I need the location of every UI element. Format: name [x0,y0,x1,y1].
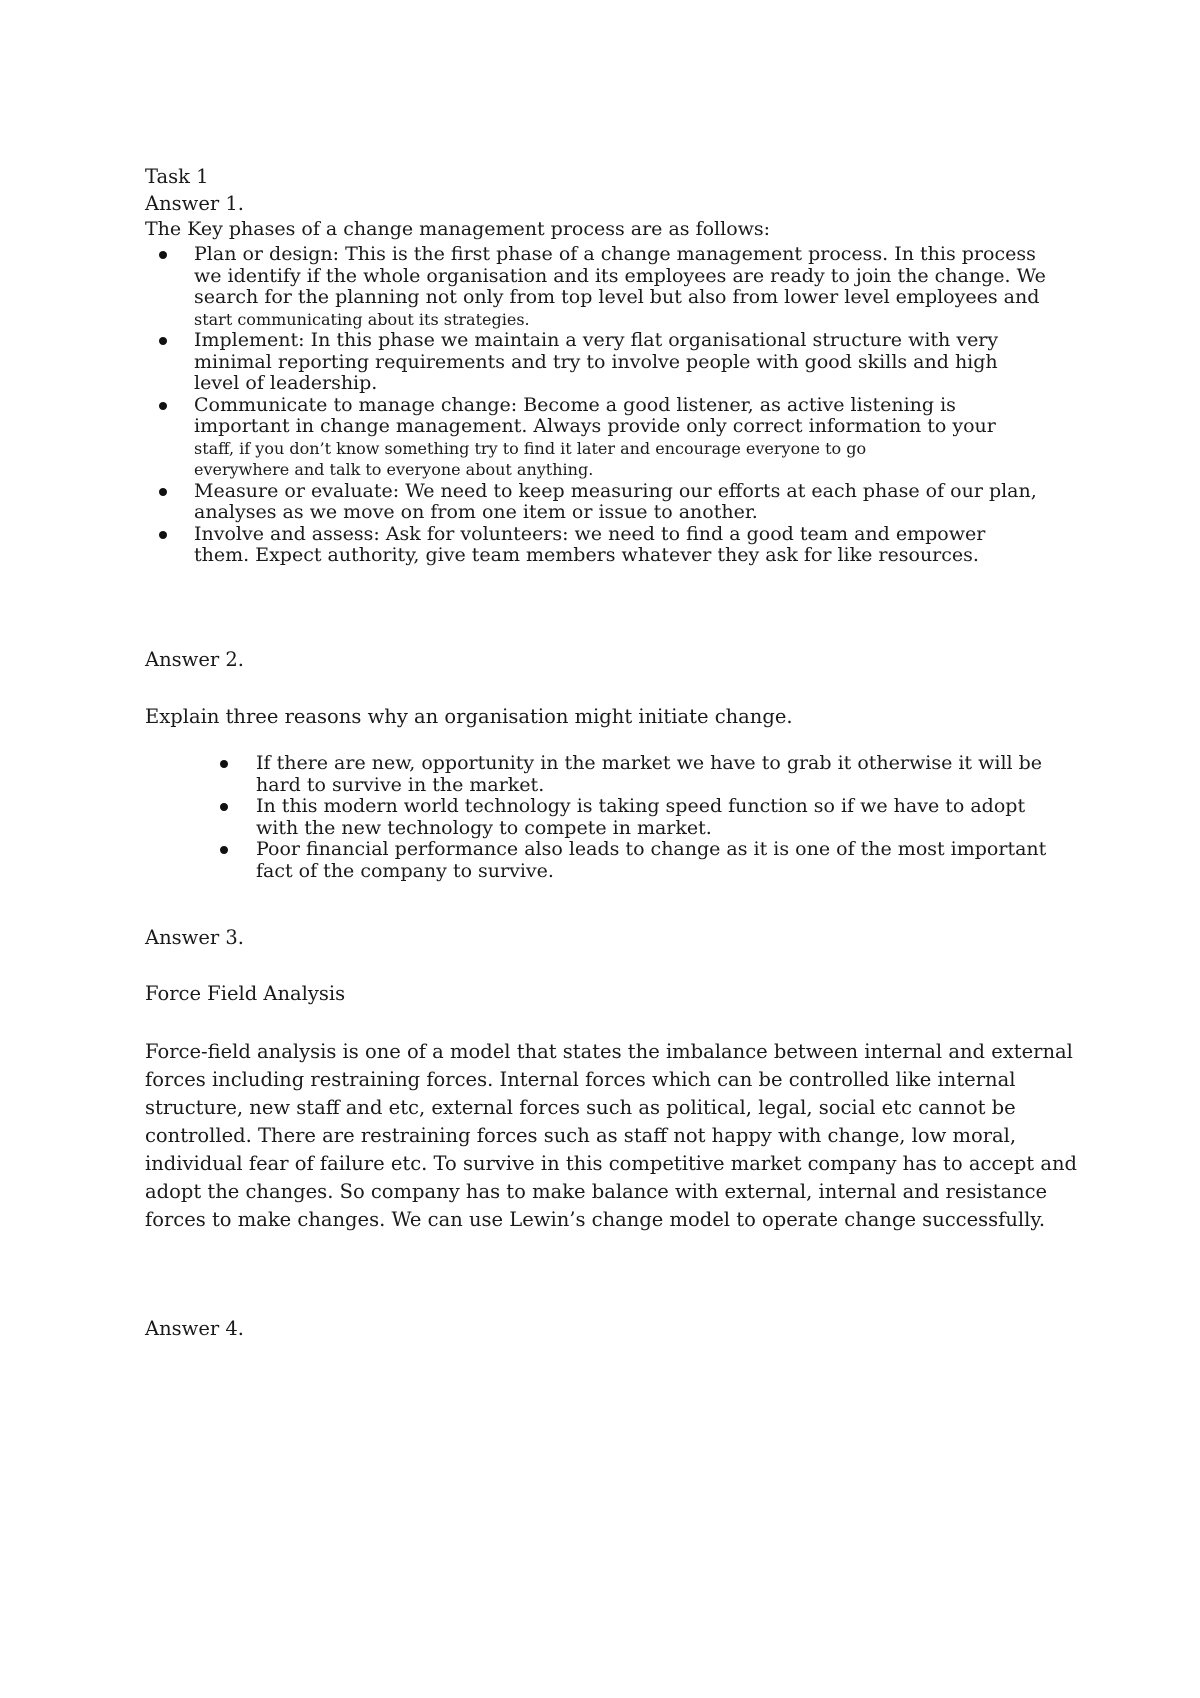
list-item-line: Poor financial performance also leads to change as it is one of the most important [256,838,1047,860]
list-item [194,395,1064,481]
list-item-line: important in change management. Always provide only correct information to your [194,415,996,437]
list-item [256,753,1066,796]
task-title: Task 1 [145,165,209,188]
reasons-list [256,753,1066,882]
answer-4-heading: Answer 4. [145,1317,245,1340]
bullet-icon [159,531,167,539]
list-item-line: them. Expect authority, give team members whatever they ask for like resources. [194,544,979,566]
answer-3-heading: Answer 3. [145,926,245,949]
paragraph-line: forces to make changes. We can use Lewin’s change model to operate change successfully. [145,1208,1046,1231]
key-phases-list [194,244,1064,567]
list-item-line: fact of the company to survive. [256,859,554,882]
answer-1-heading: Answer 1. [145,192,245,215]
list-item-line: staff, if you don’t know something try to find it later and encourage everyone to go [194,438,867,458]
list-item [194,330,1064,395]
bullet-icon [159,251,167,259]
list-item-line: we identify if the whole organisation and its employees are ready to join the change. We [194,264,1046,287]
bullet-icon [220,760,228,768]
paragraph-line: forces including restraining forces. Internal forces which can be controlled like internal [145,1068,1016,1091]
list-item-line: In this modern world technology is taking speed function so if we have to adopt [256,795,1026,817]
list-item-line: Plan or design: This is the first phase of a change management process. In this process [194,243,1036,265]
list-item [256,839,1066,882]
list-item [256,796,1066,839]
list-item-line: start communicating about its strategies. [194,309,530,329]
paragraph-line: Force-field analysis is one of a model that states the imbalance between internal and external [145,1040,1073,1063]
list-item-line: If there are new, opportunity in the market we have to grab it otherwise it will be [256,752,1043,774]
bullet-icon [159,337,167,345]
list-item-line: minimal reporting requirements and try to involve people with good skills and high [194,350,998,373]
list-item-line: level of leadership. [194,372,378,394]
answer-3-subheading: Force Field Analysis [145,982,346,1005]
list-item-line: hard to survive in the market. [256,773,545,796]
list-item-line: Measure or evaluate: We need to keep measuring our efforts at each phase of our plan, [194,479,1037,502]
list-item-line: Implement: In this phase we maintain a very flat organisational structure with very [194,329,999,351]
answer-2-heading: Answer 2. [145,648,245,671]
bullet-icon [220,846,228,854]
list-item-line: Communicate to manage change: Become a good listener, as active listening is [194,393,956,416]
list-item-line: analyses as we move on from one item or issue to another. [194,501,758,523]
paragraph-line: adopt the changes. So company has to make balance with external, internal and resistance [145,1180,1048,1203]
list-item [194,481,1064,524]
paragraph-line: individual fear of failure etc. To survive in this competitive market company has to accept and [145,1152,1078,1175]
paragraph-line: structure, new staff and etc, external forces such as political, legal, social etc cannot be [145,1096,1016,1119]
bullet-icon [159,402,167,410]
list-item-line: everywhere and talk to everyone about anything. [194,460,594,479]
list-item [194,244,1064,330]
paragraph-line: controlled. There are restraining forces such as staff not happy with change, low moral, [145,1124,1017,1147]
answer-1-intro: The Key phases of a change management process are as follows: [145,218,771,240]
list-item-line: search for the planning not only from top level but also from lower level employees and [194,286,1040,308]
list-item-line: with the new technology to compete in market. [256,816,712,839]
answer-2-question: Explain three reasons why an organisation might initiate change. [145,705,793,728]
list-item-line: Involve and assess: Ask for volunteers: we need to find a good team and empower [194,522,986,545]
list-item [194,524,1064,567]
force-field-paragraph [145,1038,1078,1234]
bullet-icon [159,488,167,496]
bullet-icon [220,803,228,811]
